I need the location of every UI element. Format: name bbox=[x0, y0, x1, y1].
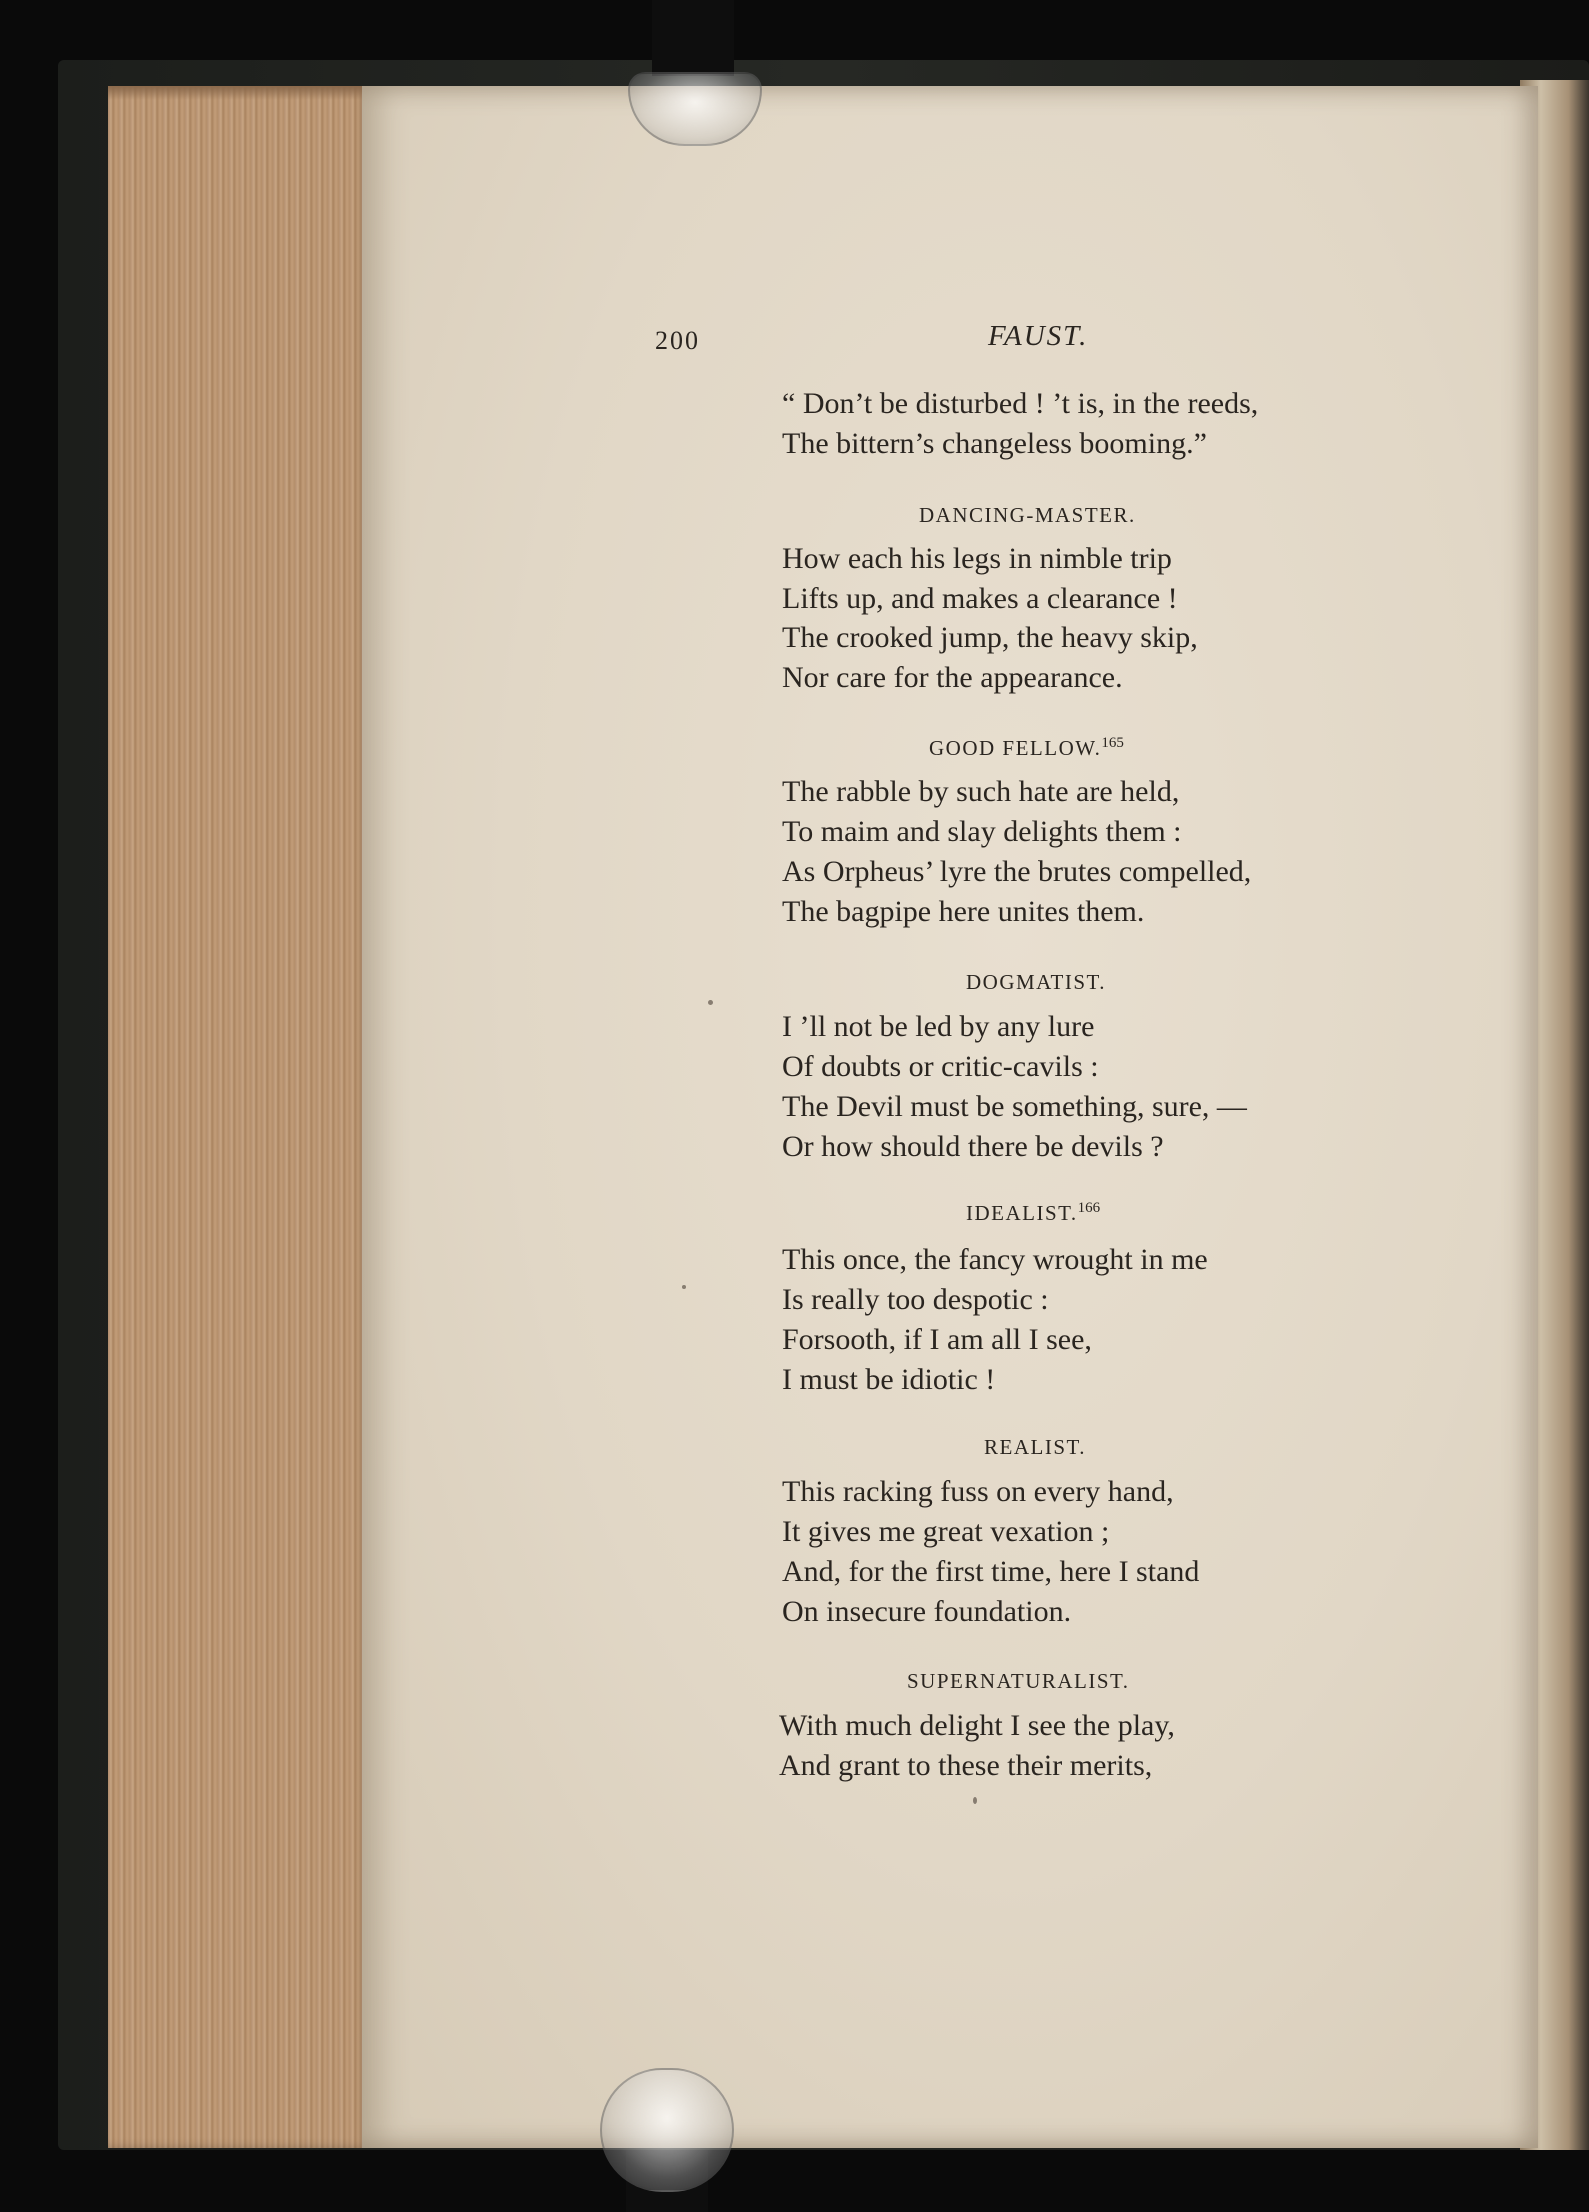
footnote-ref: 166 bbox=[1077, 1200, 1101, 1216]
clamp-strap-top bbox=[652, 0, 734, 76]
verse-line: This racking fuss on every hand, bbox=[782, 1475, 1174, 1508]
verse-line: The crooked jump, the heavy skip, bbox=[782, 621, 1198, 654]
verse-line: I ’ll not be led by any lure bbox=[782, 1010, 1095, 1043]
verse-line: The bagpipe here unites them. bbox=[782, 895, 1145, 928]
footnote-ref: 165 bbox=[1101, 735, 1124, 751]
speaker-heading bbox=[966, 1200, 1100, 1226]
verse-line: It gives me great vexation ; bbox=[782, 1515, 1110, 1548]
verse-line: To maim and slay delights them : bbox=[782, 815, 1182, 848]
speaker-name: GOOD FELLOW. bbox=[929, 736, 1102, 760]
paper-speck bbox=[682, 1285, 686, 1289]
page-number: 200 bbox=[655, 326, 700, 355]
verse-line: “ Don’t be disturbed ! ’t is, in the reeds, bbox=[782, 387, 1259, 420]
verse-line: The bittern’s changeless booming.” bbox=[782, 427, 1207, 460]
paper-speck bbox=[708, 1000, 713, 1005]
paper-speck bbox=[973, 1797, 977, 1804]
speaker-heading: SUPERNATURALIST. bbox=[907, 1669, 1130, 1693]
speaker-heading bbox=[929, 735, 1124, 761]
page-edge-shadow bbox=[108, 86, 370, 100]
verse-line: With much delight I see the play, bbox=[779, 1709, 1175, 1742]
verse-line: The rabble by such hate are held, bbox=[782, 775, 1180, 808]
speaker-name: IDEALIST. bbox=[966, 1201, 1078, 1225]
speaker-heading: DOGMATIST. bbox=[966, 970, 1107, 994]
page-edge-stack bbox=[108, 86, 370, 2148]
glass-clamp-bottom bbox=[600, 2068, 734, 2192]
verse-line: And grant to these their merits, bbox=[779, 1749, 1153, 1782]
verse-line: Is really too despotic : bbox=[782, 1283, 1049, 1316]
verse-line: On insecure foundation. bbox=[782, 1595, 1072, 1628]
speaker-heading: REALIST. bbox=[984, 1435, 1087, 1459]
verse-line: The Devil must be something, sure, — bbox=[782, 1090, 1247, 1123]
verse-line: This once, the fancy wrought in me bbox=[782, 1243, 1208, 1276]
verse-line: Or how should there be devils ? bbox=[782, 1130, 1164, 1163]
verse-line: Nor care for the appearance. bbox=[782, 661, 1123, 694]
verse-line: Lifts up, and makes a clearance ! bbox=[782, 582, 1178, 615]
verse-line: How each his legs in nimble trip bbox=[782, 542, 1172, 575]
running-head: FAUST. bbox=[988, 320, 1089, 352]
verse-line: Of doubts or critic-cavils : bbox=[782, 1050, 1099, 1083]
verse-line: I must be idiotic ! bbox=[782, 1363, 996, 1396]
verse-line: And, for the first time, here I stand bbox=[782, 1555, 1200, 1588]
verse-line: As Orpheus’ lyre the brutes compelled, bbox=[782, 855, 1252, 888]
verse-line: Forsooth, if I am all I see, bbox=[782, 1323, 1092, 1356]
speaker-heading: DANCING-MASTER. bbox=[919, 503, 1136, 527]
